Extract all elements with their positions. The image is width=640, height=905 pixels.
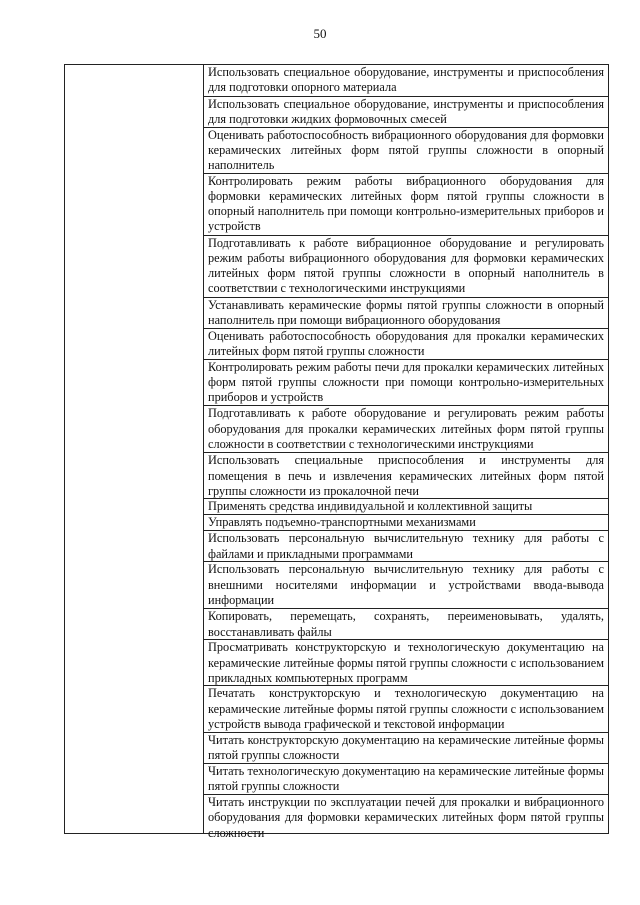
table-left-column [65, 65, 204, 833]
table-row: Использовать специальное оборудование, инструменты и приспособления для подготовки жидких формовочных смесей [204, 97, 608, 128]
table-row: Читать конструкторскую документацию на керамические литейные формы пятой группы сложности [204, 733, 608, 764]
table-row: Управлять подъемно-транспортными механизмами [204, 515, 608, 531]
table-row: Применять средства индивидуальной и коллективной защиты [204, 499, 608, 515]
table-row: Устанавливать керамические формы пятой группы сложности в опорный наполнитель при помощи вибрационного оборудования [204, 298, 608, 329]
table-row: Использовать персональную вычислительную технику для работы с внешними носителями информации и устройствами ввода-вывода информации [204, 562, 608, 609]
page-number: 50 [313, 26, 327, 41]
table-row: Подготавливать к работе оборудование и регулировать режим работы оборудования для прокалки керамических литейных форм пятой группы сложности в соответствии с технологическими инструкциями [204, 406, 608, 453]
table-row: Оценивать работоспособность вибрационного оборудования для формовки керамических литейных форм пятой группы сложности в опорный наполнитель [204, 128, 608, 174]
table-row: Читать инструкции по эксплуатации печей для прокалки и вибрационного оборудования для формовки керамических литейных форм пятой группы сложности [208, 795, 604, 840]
table-row: Просматривать конструкторскую и технологическую документацию на керамические литейные формы пятой группы сложности с использованием прикладных компьютерных программ [204, 640, 608, 686]
table-row: Читать технологическую документацию на керамические литейные формы пятой группы сложности [204, 764, 608, 795]
skills-table [64, 64, 609, 840]
table-row: Использовать персональную вычислительную технику для работы с файлами и прикладными программами [204, 531, 608, 562]
table-row: Печатать конструкторскую и технологическую документацию на керамические литейные формы пятой группы сложности с использованием устройств вывода графической и текстовой информации [204, 686, 608, 733]
table-row: Контролировать режим работы печи для прокалки керамических литейных форм пятой группы сложности при помощи контрольно-измерительных приборов и устройств [204, 360, 608, 407]
table-row: Контролировать режим работы вибрационного оборудования для формовки керамических литейных форм пятой группы сложности в опорный наполнитель при помощи контрольно-измерительных приборов и устройств [204, 174, 608, 236]
table-row: Использовать специальное оборудование, инструменты и приспособления для подготовки опорного материала [204, 65, 608, 97]
table-row: Оценивать работоспособность оборудования для прокалки керамических литейных форм пятой группы сложности [204, 329, 608, 360]
table-row: Использовать специальные приспособления и инструменты для помещения в печь и извлечения керамических литейных форм пятой группы сложности из прокалочной печи [204, 453, 608, 499]
table-right-column [204, 65, 608, 840]
table-row: Копировать, перемещать, сохранять, переименовывать, удалять, восстанавливать файлы [204, 609, 608, 640]
table-row: Подготавливать к работе вибрационное оборудование и регулировать режим работы вибрационного оборудования для формовки керамических литейных форм пятой группы сложности в опорный наполнитель в соответствии с технологическими инструкциями [204, 236, 608, 298]
